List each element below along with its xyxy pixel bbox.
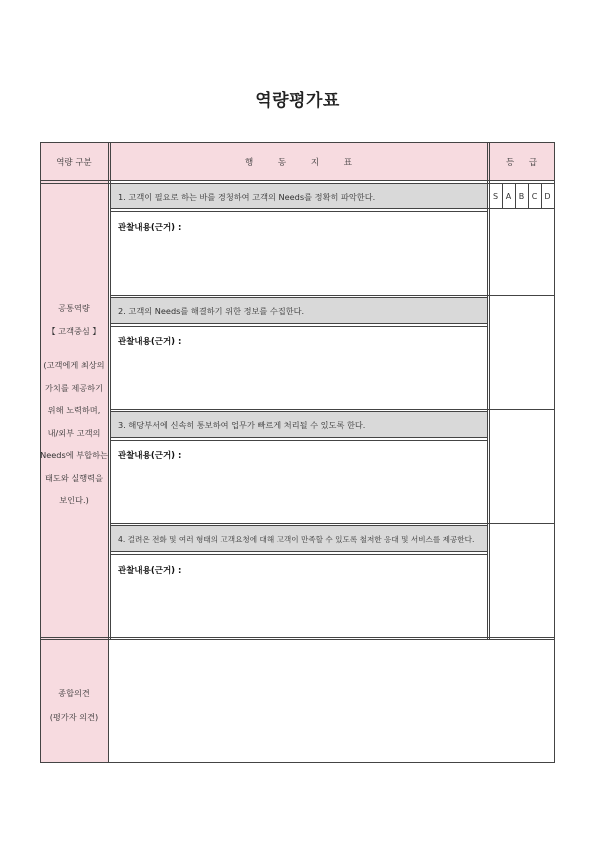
header-indicator: 행 동 지 표 — [245, 158, 352, 168]
competency-line: 【 고객중심 】 — [47, 325, 101, 336]
section-4-top — [110, 523, 555, 524]
competency-line: 공통역량 — [58, 303, 90, 313]
indicator-1-divider — [110, 208, 555, 209]
grade-s[interactable]: S — [492, 192, 499, 201]
table-border-top — [40, 142, 555, 143]
section-3-top-2 — [110, 411, 488, 412]
indicator-4-evidence-area[interactable] — [111, 578, 487, 636]
table-border-right — [554, 142, 555, 763]
indicator-3-divider — [110, 437, 488, 438]
header-divider — [40, 180, 555, 181]
indicator-3-divider-2 — [110, 440, 488, 441]
section-2-top-2 — [110, 297, 488, 298]
indicator-1-text: 1. 고객이 필요로 하는 바를 경청하여 고객의 Needs를 정확히 파악한다. — [118, 192, 376, 202]
grade-b[interactable]: B — [518, 192, 525, 201]
indicator-2-evidence-label: 관찰내용(근거) : — [118, 337, 182, 347]
competency-line: 가치를 제공하기 — [45, 382, 103, 393]
section-4-top-2 — [110, 525, 488, 526]
header-category: 역량 구분 — [56, 158, 92, 168]
divider-grade-column — [487, 142, 488, 639]
indicator-4-divider — [110, 551, 488, 552]
competency-line: Needs에 부합하는 — [40, 450, 108, 460]
indicator-2-text: 2. 고객의 Needs를 해결하기 위한 정보를 수집한다. — [118, 306, 305, 316]
summary-line: (평가자 의견) — [49, 712, 99, 722]
indicator-4-divider-2 — [110, 554, 488, 555]
summary-divider-2 — [40, 639, 555, 640]
competency-line: (고객에게 최상의 — [43, 360, 105, 370]
competency-line: 내/외부 고객의 — [47, 427, 101, 438]
competency-line: 보인다.) — [59, 495, 89, 505]
summary-label — [40, 681, 108, 729]
indicator-3-text: 3. 해당부서에 신속히 통보하여 업무가 빠르게 처리될 수 있도록 한다. — [118, 420, 366, 430]
summary-line: 종합의견 — [58, 688, 90, 698]
grade-c[interactable]: C — [531, 192, 538, 201]
indicator-1-divider-2 — [110, 211, 488, 212]
section-3-top — [110, 409, 555, 410]
table-border-bottom — [40, 762, 555, 763]
divider-grade-column-2 — [489, 142, 490, 639]
grade-d[interactable]: D — [544, 192, 551, 201]
competency-description — [40, 297, 108, 512]
indicator-2-divider-2 — [110, 326, 488, 327]
section-2-top — [110, 295, 555, 296]
indicator-3-evidence-label: 관찰내용(근거) : — [118, 451, 182, 461]
competency-line: 위해 노력하며, — [47, 405, 101, 415]
summary-opinion-area[interactable] — [110, 641, 553, 761]
header-grade: 등 급 — [505, 158, 538, 168]
indicator-4-text: 4. 걸려온 전화 및 여러 형태의 고객요청에 대해 고객이 만족할 수 있도록 철저한 응대 및 서비스를 제공한다. — [118, 535, 475, 544]
indicator-1-evidence-label: 관찰내용(근거) : — [118, 223, 182, 233]
header-divider-2 — [40, 183, 555, 184]
indicator-2-evidence-area[interactable] — [111, 349, 487, 407]
indicator-4-evidence-label: 관찰내용(근거) : — [118, 566, 182, 576]
summary-divider — [40, 637, 555, 638]
page-title: 역량평가표 — [255, 91, 340, 111]
competency-line: 태도와 실행력을 — [45, 472, 103, 483]
indicator-2-divider — [110, 323, 488, 324]
indicator-1-evidence-area[interactable] — [111, 235, 487, 293]
divider-left-column — [108, 142, 109, 763]
grade-a[interactable]: A — [505, 192, 512, 201]
competency-line — [40, 342, 108, 354]
indicator-3-evidence-area[interactable] — [111, 463, 487, 521]
